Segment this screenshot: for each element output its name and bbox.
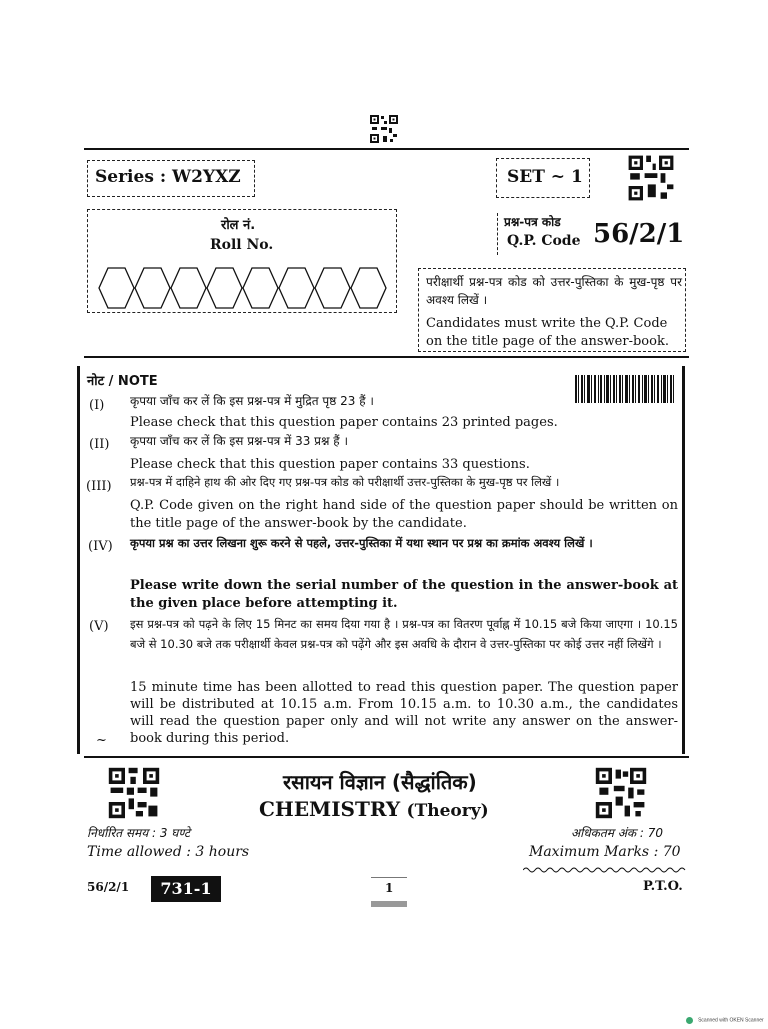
qp-label: Q.P. Code xyxy=(507,233,581,249)
note-item-5-number: (V) xyxy=(89,619,109,634)
header-bottom-rule xyxy=(84,356,689,358)
note-item-4-hindi: कृपया प्रश्न का उत्तर लिखना शुरू करने से पहले, उत्तर-पुस्तिका में यथा स्थान पर प्रश्न का क्रमांक अवश्य लिखें । xyxy=(130,536,593,550)
series-label: Series : W2YXZ xyxy=(95,167,241,187)
candidate-instruction-english: Candidates must write the Q.P. Code on the title page of the answer-book. xyxy=(426,316,669,349)
top-qr-code xyxy=(369,114,399,144)
page-number-underline xyxy=(371,877,407,878)
footer-badge: 731-1 xyxy=(151,876,221,902)
note-item-5-hindi: इस प्रश्न-पत्र को पढ़ने के लिए 15 मिनट का समय दिया गया है । प्रश्न-पत्र का वितरण पूर्वाह्न में 10.15 बजे किया जाएगा । 10.15 बजे से 10.30 बजे तक परीक्षार्थी केवल प्रश्न-पत्र को पढ़ेंगे और इस अवधि के दौरान वे उत्तर-पुस्तिका पर कोई उत्तर नहीं लिखेंगे । xyxy=(130,617,678,651)
qp-code-value: 56/2/1 xyxy=(593,219,685,249)
note-item-4-english: Please write down the serial number of the question in the answer-book at the given place before attempting it. xyxy=(130,578,678,611)
page-number-bar xyxy=(371,901,407,907)
note-item-1-number: (I) xyxy=(89,398,105,413)
subject-qr-right xyxy=(594,766,648,820)
scanner-logo-icon xyxy=(686,1017,693,1024)
subject-qr-left xyxy=(107,766,161,820)
pto-label: P.T.O. xyxy=(643,879,683,894)
qp-code-bracket xyxy=(497,213,499,255)
note-title: नोट / NOTE xyxy=(87,374,158,389)
time-allowed-english: Time allowed : 3 hours xyxy=(87,844,250,860)
subject-title-hindi: रसायन विज्ञान (सैद्धांतिक) xyxy=(283,770,477,794)
note-bottom-rule xyxy=(84,756,689,758)
note-item-3-english: Q.P. Code given on the right hand side of the question paper should be written on the title page of the answer-book by the candidate. xyxy=(130,498,678,531)
subject-title-english-theory: (Theory) xyxy=(406,801,489,821)
note-item-1-english: Please check that this question paper contains 23 printed pages. xyxy=(130,415,558,430)
footer-qp-code: 56/2/1 xyxy=(87,880,130,894)
scanner-watermark-text: Scanned with OKEN Scanner xyxy=(698,1017,764,1024)
scanner-watermark xyxy=(686,1010,764,1029)
subject-title-english xyxy=(259,797,489,821)
wavy-rule xyxy=(523,866,689,874)
note-item-3-number: (III) xyxy=(86,479,112,494)
set-label: SET ~ 1 xyxy=(507,167,583,187)
note-tilde-mark: ~ xyxy=(96,733,107,748)
candidate-instruction-hindi: परीक्षार्थी प्रश्न-पत्र कोड को उत्तर-पुस्तिका के मुख-पृष्ठ पर अवश्य लिखें । xyxy=(426,275,682,307)
note-item-3-hindi: प्रश्न-पत्र में दाहिने हाथ की ओर दिए गए प्रश्न-पत्र कोड को परीक्षार्थी उत्तर-पुस्तिका के मुख-पृष्ठ पर लिखें । xyxy=(130,475,560,489)
note-right-border xyxy=(682,366,685,754)
maximum-marks-english: Maximum Marks : 70 xyxy=(529,844,681,860)
roll-hindi-label: रोल नं. xyxy=(221,218,256,233)
note-left-border xyxy=(77,366,80,754)
subject-title-english-bold: CHEMISTRY xyxy=(259,797,401,821)
set-qr-code xyxy=(627,154,675,202)
header-top-rule xyxy=(84,148,689,150)
note-item-5-english: 15 minute time has been allotted to read this question paper. The question paper will be distributed at 10.15 a.m. From 10.15 a.m. to 10.30 a.m., the candidates will read the question paper only and will not write any answer on the answer-book during this period. xyxy=(130,680,678,746)
note-item-1-hindi: कृपया जाँच कर लें कि इस प्रश्न-पत्र में मुद्रित पृष्ठ 23 हैं । xyxy=(130,394,374,408)
roll-label: Roll No. xyxy=(210,237,274,253)
note-item-2-hindi: कृपया जाँच कर लें कि इस प्रश्न-पत्र में 33 प्रश्न हैं । xyxy=(130,434,349,448)
note-item-4-number: (IV) xyxy=(88,539,113,554)
roll-number-hexagon-grid xyxy=(98,266,392,310)
time-allowed-hindi: निर्धारित समय : 3 घण्टे xyxy=(87,826,191,840)
note-item-2-number: (II) xyxy=(89,437,110,452)
qp-hindi-label: प्रश्न-पत्र कोड xyxy=(504,215,561,229)
maximum-marks-hindi: अधिकतम अंक : 70 xyxy=(571,826,664,840)
note-item-2-english: Please check that this question paper contains 33 questions. xyxy=(130,457,530,472)
page-number: 1 xyxy=(385,881,394,895)
